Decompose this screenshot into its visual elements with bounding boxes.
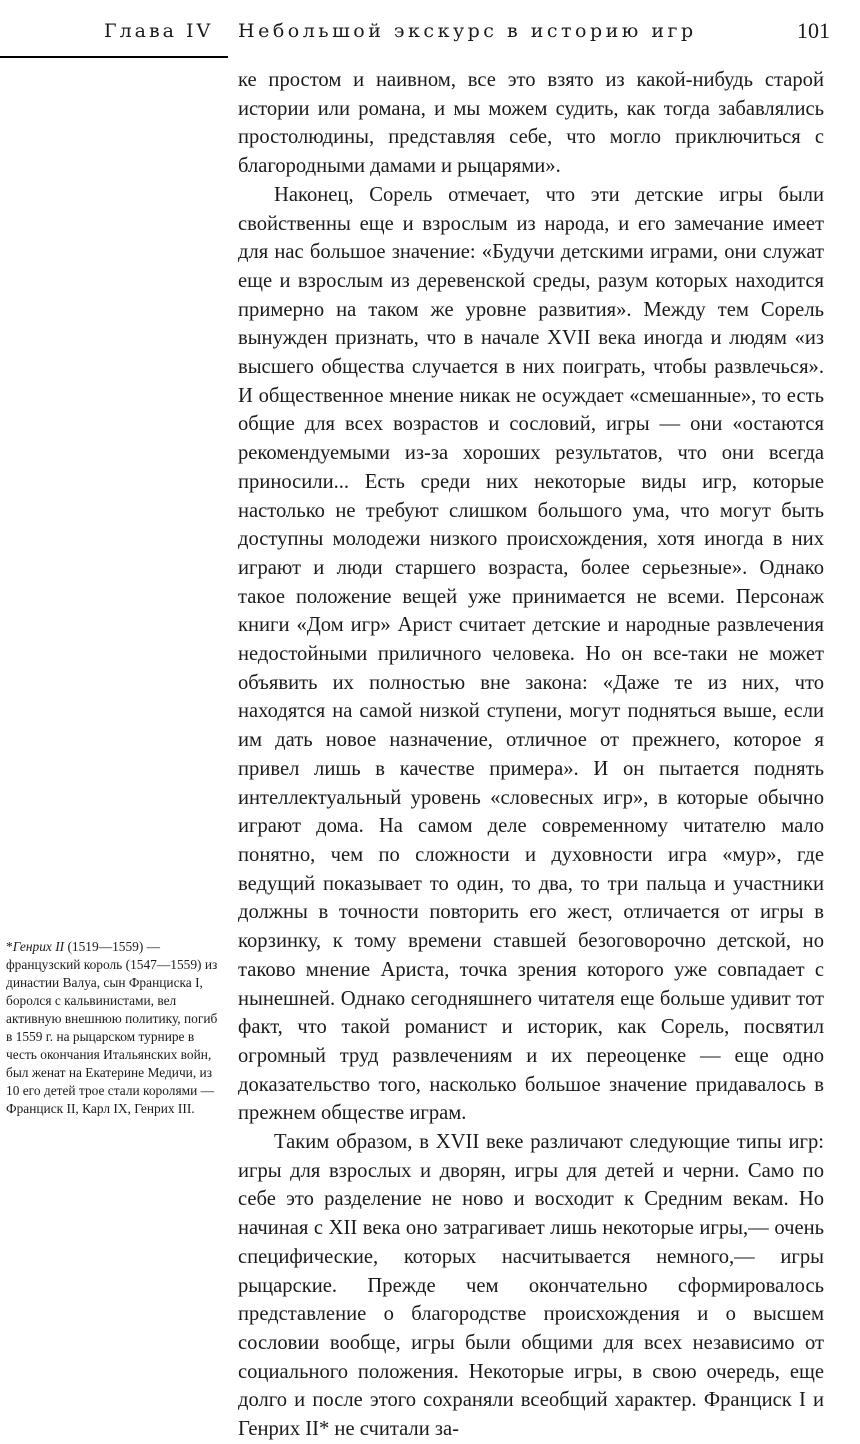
chapter-title: Небольшой экскурс в историю игр — [238, 20, 697, 42]
chapter-label: Глава IV — [104, 20, 214, 42]
footnote-text: (1519—1559) — французский король (1547—1559) из династии Валуа, сын Франциска I, боролся с кальвинистами, вел активную внешнюю политику, погиб в 1559 г. на рыцарском турнире в честь окончания Итальянских войн, был женат на Екатерине Медичи, из 10 его детей трое стали королями — Франциск II, Карл IX, Генрих III. — [6, 939, 218, 1116]
header-rule — [0, 56, 228, 58]
paragraph: Наконец, Сорель отмечает, что эти детские игры были свойственны еще и взрослым из народа, и его замечание имеет для нас большое значение: «Будучи детскими играми, они служат еще и взрослым из деревенской среды, разум которых находится примерно на таком же уровне развития». Между тем Сорель вынужден признать, что в начале XVII века иногда и людям «из высшего общества случается в них поиграть, чтобы развлечься». И общественное мнение никак не осуждает «смешанные», то есть общие для всех возрастов и сословий, игры — они «остаются рекомендуемыми из-за хороших результатов, что они всегда приносили... Есть среди них некоторые виды игр, которые настолько не требуют слишком большого ума, что могут быть доступны молодежи низкого происхождения, хотя иногда в них играют и люди старшего возраста, более серьезные». Однако такое положение вещей уже принимается не всеми. Персонаж книги «Дом игр» Арист считает детские и народные развлечения недостойными приличного человека. Но он все-таки не может объявить их полностью вне закона: «Даже те из них, что находятся на самой низкой ступени, могут подняться выше, если им дать новое назначение, отличное от прежнего, которое я привел лишь в качестве примера». И он пытается поднять интеллектуальный уровень «словесных игр», в которые обычно играют дома. На самом деле современному читателю мало понятно, чем по сложности и духовности игра «мур», где ведущий показывает то один, то два, то три пальца и участники должны в точности повторить его жест, отличается от игры в корзинку, к тому времени ставшей безоговорочно детской, но таково мнение Ариста, точка зрения которого уже совпадает с нынешней. Однако сегодняшнего читателя еще больше удивит тот факт, что такой романист и историк, как Сорель, посвятил огромный труд развлечениям и их переоценке — еще одно доказательство того, насколько большое значение придавалось в прежнем обществе играм. — [238, 183, 824, 1125]
paragraph-continued: ке простом и наивном, все это взято из какой-нибудь старой истории или романа, и мы можем судить, как тогда забавлялись простолюдины, представляя себе, что могло приключиться с благородными дамами и рыцарями». — [238, 69, 824, 178]
main-text — [238, 66, 824, 1444]
paragraph: Таким образом, в XVII веке различают следующие типы игр: игры для взрослых и дворян, игры для детей и черни. Само по себе это разделение не ново и восходит к Средним векам. Но начиная с XII века оно затрагивает лишь некоторые игры,— очень специфические, которых насчитывается немного,— игры рыцарские. Прежде чем окончательно сформировалось представление о благородстве происхождения и о высшем сословии вообще, игры были общими для всех независимо от социального положения. Некоторые игры, в свою очередь, еще долго и после этого сохраняли всеобщий характер. Франциск I и Генрих II* не считали за- — [238, 1131, 824, 1441]
running-header — [0, 0, 860, 70]
side-footnote — [6, 938, 218, 1118]
page-number: 101 — [797, 18, 830, 43]
footnote-name: Генрих II — [12, 939, 65, 954]
footnote-marker: * — [6, 939, 13, 954]
